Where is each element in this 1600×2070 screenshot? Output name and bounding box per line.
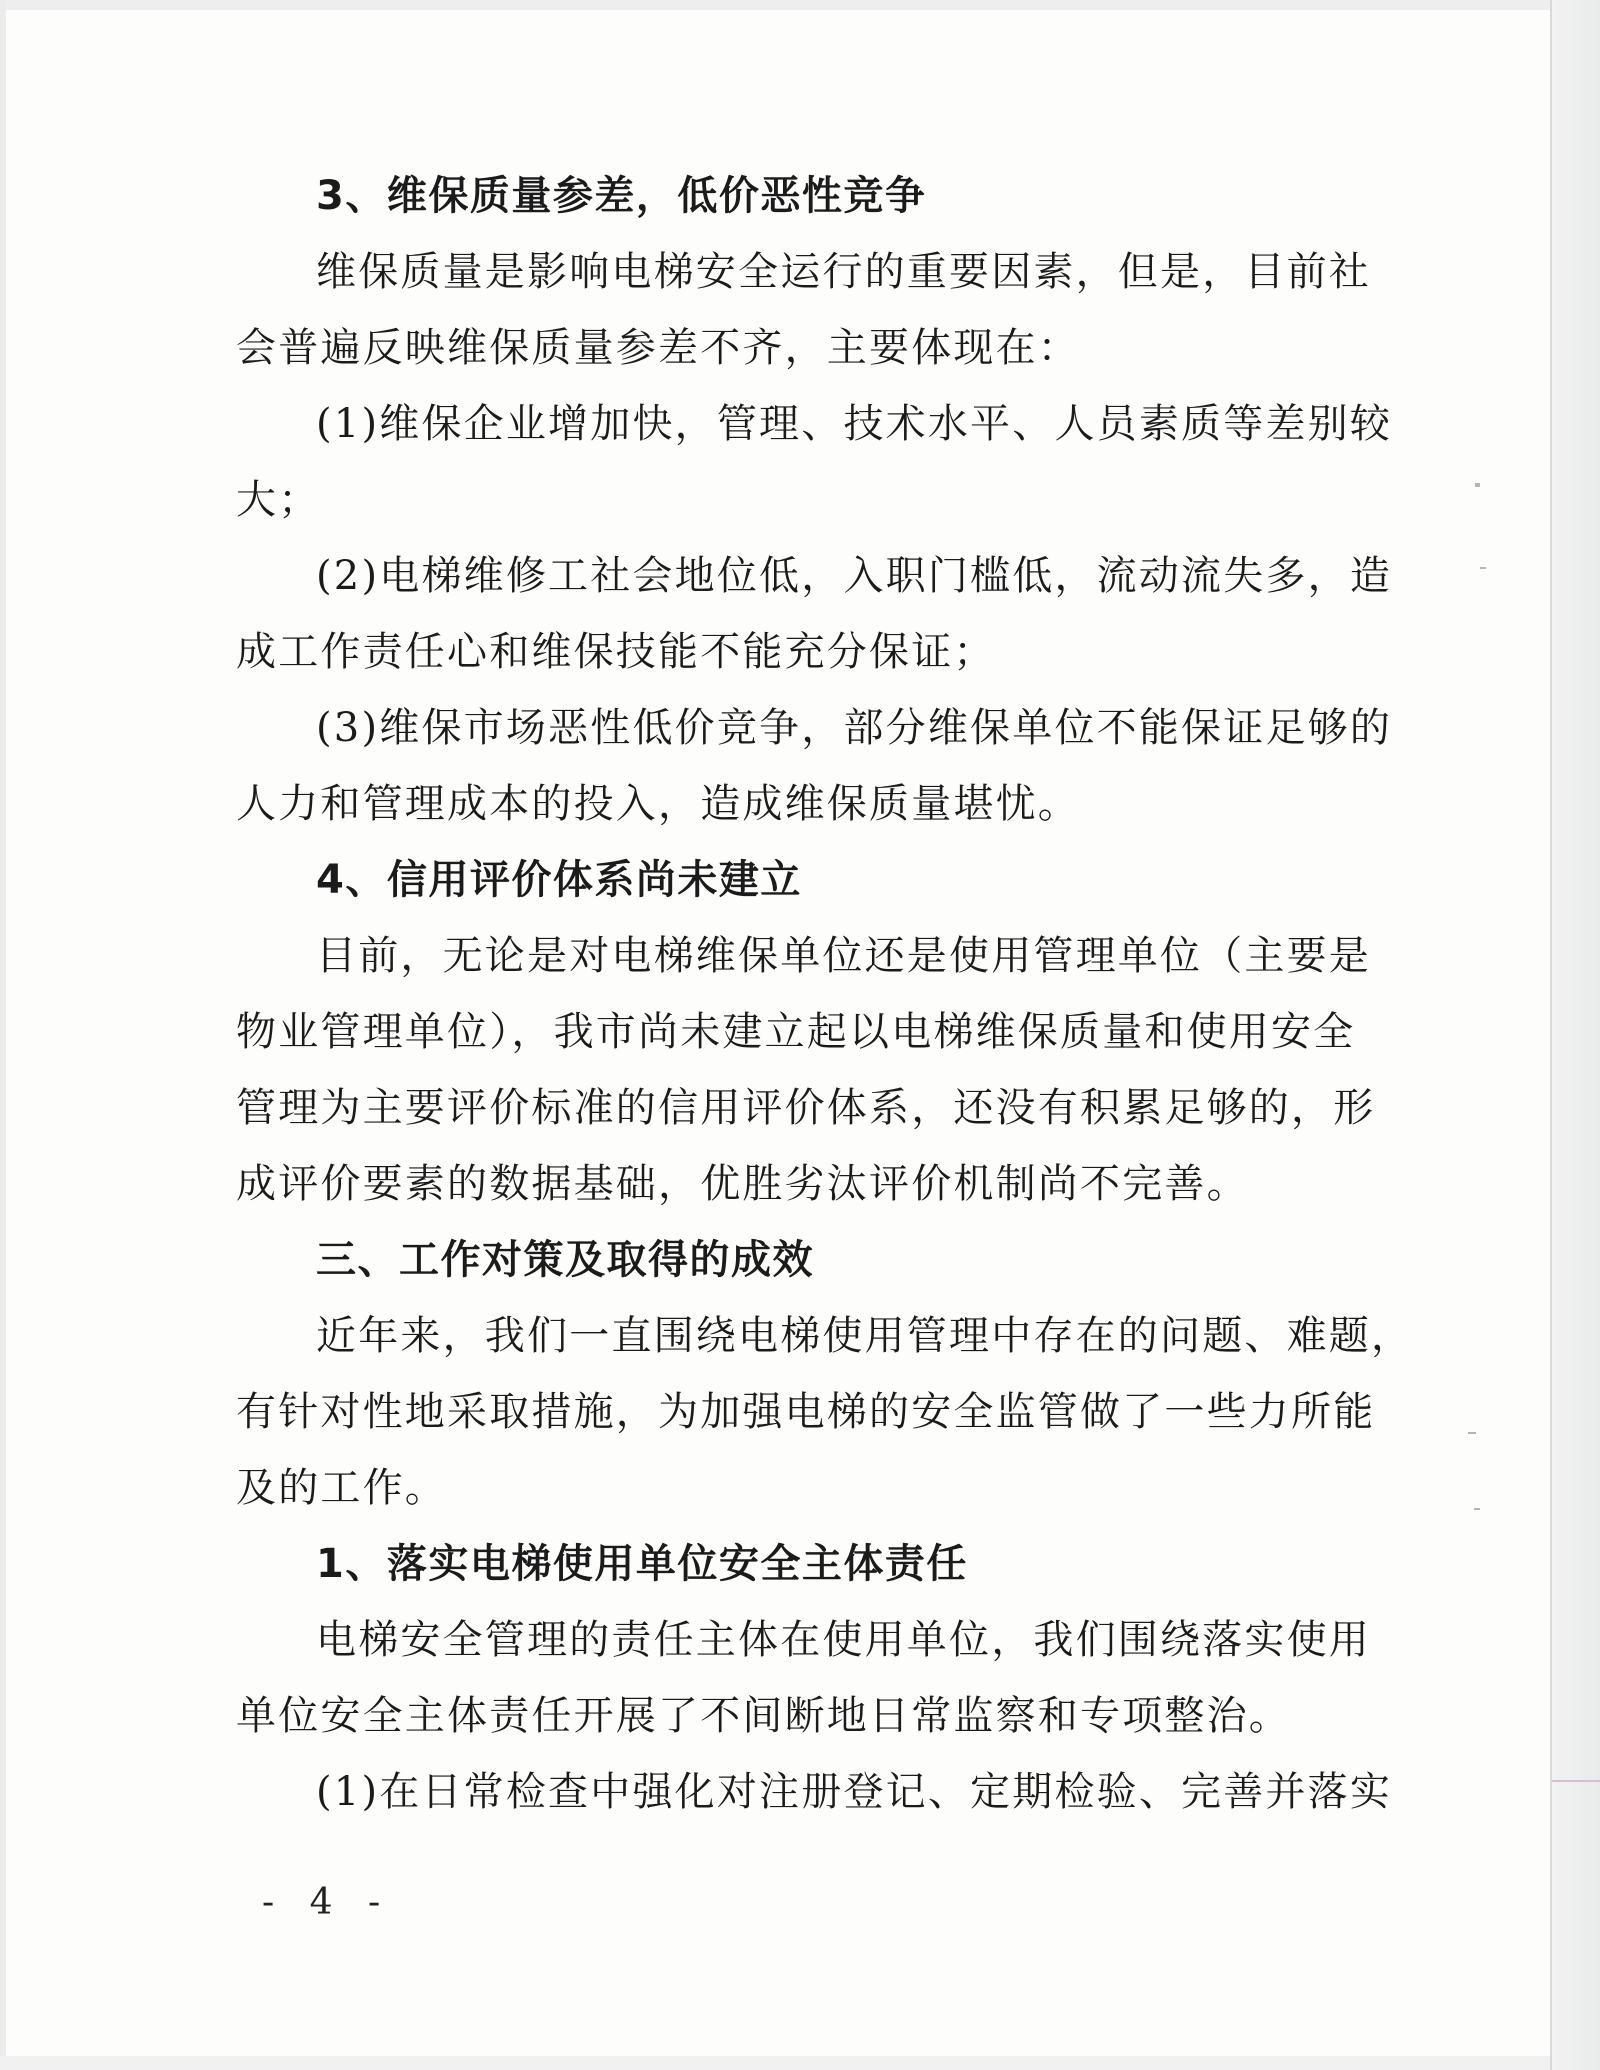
scan-speck [1474, 1508, 1480, 1510]
section-heading: 1、落实电梯使用单位安全主体责任 [316, 1541, 968, 1587]
scan-speck [1475, 483, 1480, 487]
paragraph-line: 物业管理单位），我市尚未建立起以电梯维保质量和使用安全 [236, 1009, 1356, 1055]
scan-speck [1552, 1780, 1600, 1782]
paragraph-line: 大； [236, 477, 321, 523]
section-heading: 4、信用评价体系尚未建立 [316, 857, 802, 903]
paragraph-line: 近年来，我们一直围绕电梯使用管理中存在的问题、难题， [316, 1313, 1414, 1359]
paragraph-line: (2)电梯维修工社会地位低，入职门槛低，流动流失多，造 [316, 553, 1393, 599]
paragraph-line: 维保质量是影响电梯安全运行的重要因素，但是，目前社 [316, 249, 1371, 295]
paragraph-line: 会普遍反映维保质量参差不齐，主要体现在： [236, 325, 1080, 371]
scan-speck [1480, 567, 1486, 569]
scan-left-edge [0, 0, 6, 2070]
scan-bottom-edge [0, 2056, 1552, 2070]
paragraph-line: (3)维保市场恶性低价竞争，部分维保单位不能保证足够的 [316, 705, 1393, 751]
scan-top-edge [0, 0, 1552, 10]
section-heading: 三、工作对策及取得的成效 [316, 1237, 814, 1283]
paragraph-line: 电梯安全管理的责任主体在使用单位，我们围绕落实使用 [316, 1617, 1371, 1663]
paragraph-line: (1)维保企业增加快，管理、技术水平、人员素质等差别较 [316, 401, 1393, 447]
scan-speck [1468, 1432, 1476, 1434]
paragraph-line: 成评价要素的数据基础，优胜劣汰评价机制尚不完善。 [236, 1161, 1249, 1207]
paragraph-line: 人力和管理成本的投入，造成维保质量堪忧。 [236, 781, 1080, 827]
paragraph-line: 及的工作。 [236, 1465, 447, 1511]
paragraph-line: 单位安全主体责任开展了不间断地日常监察和专项整治。 [236, 1693, 1291, 1739]
paragraph-line: 管理为主要评价标准的信用评价体系，还没有积累足够的，形 [236, 1085, 1376, 1131]
paragraph-line: 成工作责任心和维保技能不能充分保证； [236, 629, 996, 675]
section-heading: 3、维保质量参差，低价恶性竞争 [316, 173, 927, 219]
page-number: - 4 - [262, 1882, 393, 1923]
scan-right-edge [1552, 0, 1600, 2070]
document-body [236, 158, 1414, 1830]
paragraph-line: 目前，无论是对电梯维保单位还是使用管理单位（主要是 [316, 933, 1371, 979]
paragraph-line: 有针对性地采取措施，为加强电梯的安全监管做了一些力所能 [236, 1389, 1376, 1435]
paragraph-line: (1)在日常检查中强化对注册登记、定期检验、完善并落实 [316, 1769, 1393, 1815]
